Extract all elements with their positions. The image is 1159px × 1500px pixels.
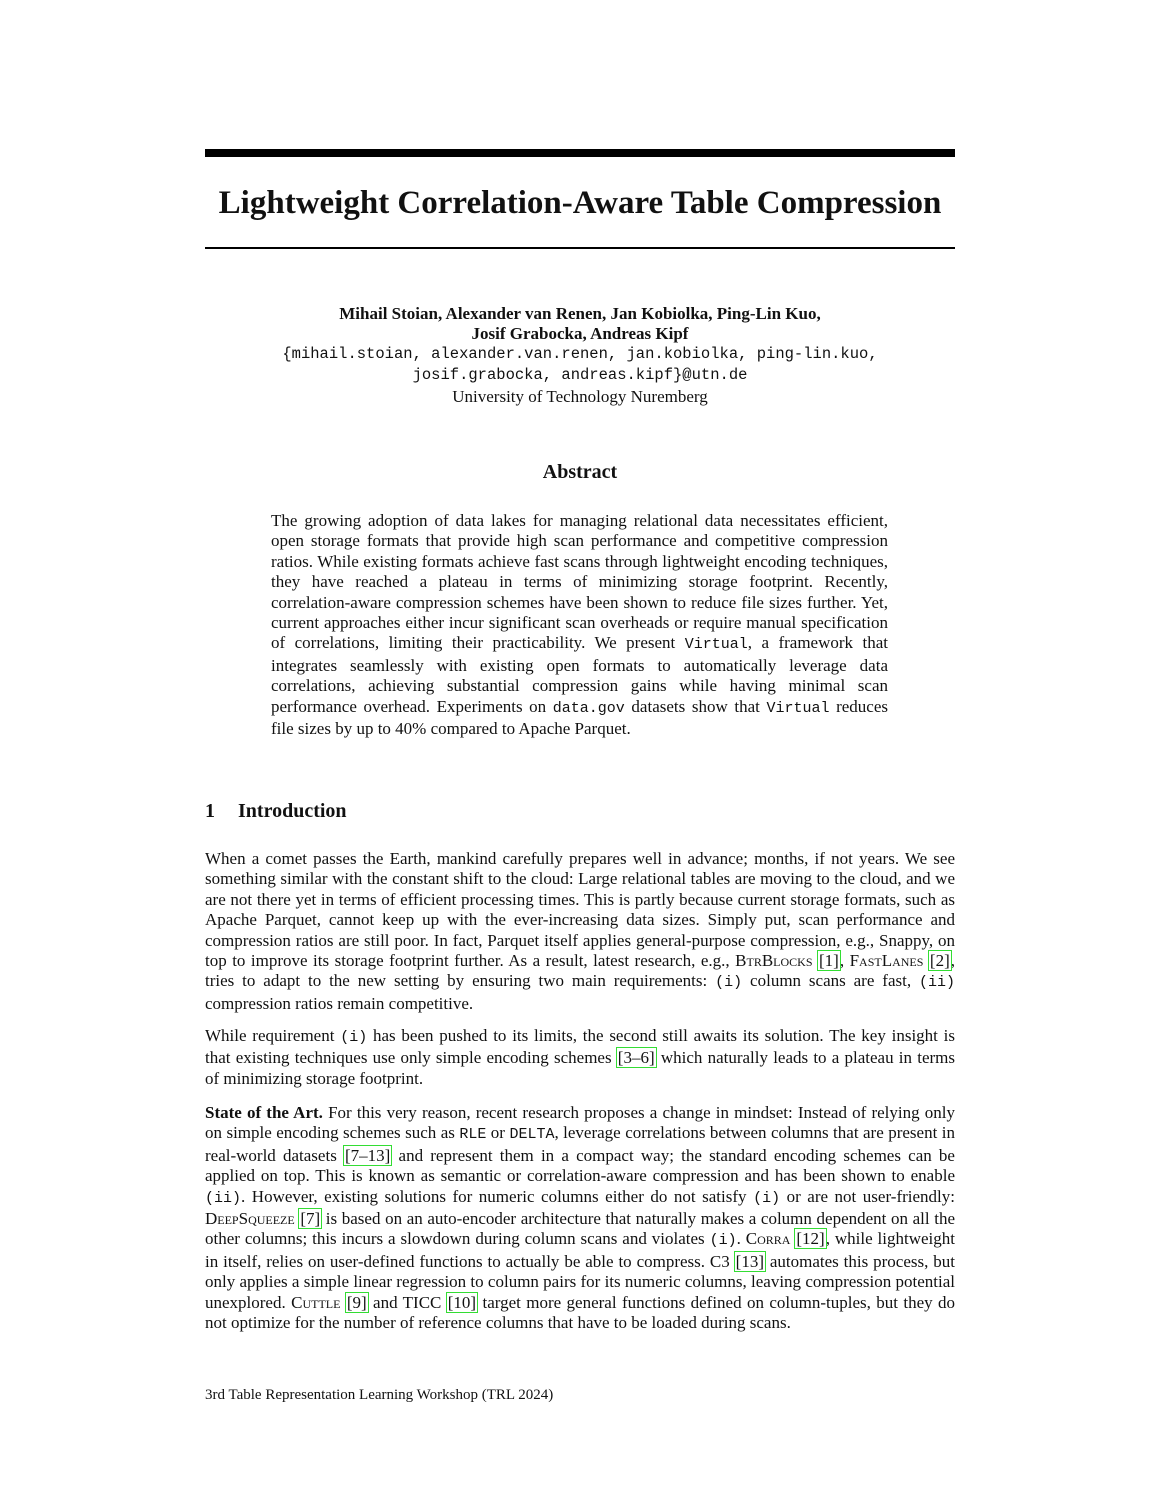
datagov-code: data.gov — [552, 699, 625, 717]
deepsqueeze-name: DeepSqueeze — [205, 1209, 295, 1229]
title-bottom-rule — [205, 247, 955, 249]
section-title: Introduction — [238, 800, 347, 822]
citation-link[interactable]: [1] — [819, 951, 839, 971]
author-names-line-2: Josif Grabocka, Andreas Kipf — [471, 324, 689, 343]
corra-name: Corra — [745, 1229, 791, 1249]
author-names-line-1: Mihail Stoian, Alexander van Renen, Jan Kobiolka, Ping-Lin Kuo, — [339, 304, 821, 323]
intro-paragraph-1: When a comet passes the Earth, mankind carefully prepares well in advance; months, if not years. We see something similar with the constant shift to the cloud: Large relational tables are moving to the cloud, and we are not there yet in terms of efficient processing times. This is partly because current storage formats, such as Apache Parquet, cannot keep up with the ever-increasing data sizes. Simply put, scan performance and compression ratios are still poor. In fact, Parquet itself applies general-purpose compression, e.g., Snappy, on top to improve its storage footprint further. As a result, latest research, e.g., BtrBlocks [1], FastLanes [2], tries to adapt to the new setting by ensuring two main requirements: (i) column scans are fast, (ii) compression ratios remain competitive. — [205, 849, 955, 1013]
abstract-heading: Abstract — [542, 461, 618, 483]
citation-link[interactable]: [7] — [300, 1209, 321, 1229]
cuttle-name: Cuttle — [291, 1292, 341, 1312]
author-emails-line-2: josif.grabocka, andreas.kipf}@utn.de — [412, 366, 748, 384]
author-affiliation: University of Technology Nuremberg — [452, 387, 708, 406]
section-heading-introduction — [205, 800, 955, 823]
citation-link[interactable]: [12] — [796, 1229, 825, 1249]
section-number: 1 — [205, 800, 215, 822]
citation-link[interactable]: [3–6] — [617, 1048, 655, 1068]
citation-link[interactable]: [13] — [735, 1251, 764, 1271]
intro-paragraph-3: State of the Art. For this very reason, recent research proposes a change in mindset: Instead of relying only on simple encoding schemes such as RLE or DELTA, leverage correlations between columns that are present in real-world datasets [7–13] and represent them in a compact way; the standard encoding schemes can be applied on top. This is known as semantic or correlation-aware compression and has been shown to enable (ii). However, existing solutions for numeric columns either do not satisfy (i) or are not user-friendly: DeepSqueeze [7] is based on an auto-encoder architecture that naturally makes a column dependent on all the other columns; this incurs a slowdown during column scans and violates (i). Corra [12], while lightweight in itself, relies on user-defined functions to actually be able to compress. C3 [13] automates this process, but only applies a simple linear regression to column pairs for its numeric columns, leaving compression potential unexplored. Cuttle [9] and TICC [10] target more general functions defined on column-tuples, but they do not optimize for the number of reference columns that have to be loaded during scans. — [205, 1103, 955, 1333]
title-top-rule — [205, 149, 955, 157]
paragraph-lead: State of the Art. — [205, 1103, 323, 1122]
author-block — [205, 304, 955, 407]
citation-link[interactable]: [2] — [929, 951, 950, 971]
citation-link[interactable]: [9] — [346, 1292, 367, 1312]
virtual-code: Virtual — [684, 636, 748, 654]
paper-title: Lightweight Correlation-Aware Table Compression — [218, 185, 942, 221]
btrblocks-name: BtrBlocks — [735, 951, 813, 971]
abstract-text: The growing adoption of data lakes for managing relational data necessitates efficient, open storage formats that provide high scan performance and competitive compression ratios. While existing formats achieve fast scans through lightweight encoding techniques, they have reached a plateau in terms of minimizing storage footprint. Recently, correlation-aware compression schemes have been shown to reduce file sizes further. Yet, current approaches either incur significant scan overheads or require manual specification of correlations, limiting their practicability. We present Virtual, a framework that integrates seamlessly with existing open formats to automatically leverage data correlations, achieving substantial compression gains while having minimal scan performance overhead. Experiments on data.gov datasets show that Virtual reduces file sizes by up to 40% compared to Apache Parquet. — [271, 511, 888, 739]
citation-link[interactable]: [7–13] — [345, 1145, 391, 1165]
intro-paragraph-2: While requirement (i) has been pushed to its limits, the second still awaits its solution. The key insight is that existing techniques use only simple encoding schemes [3–6] which naturally leads to a plateau in terms of minimizing storage footprint. — [205, 1026, 955, 1088]
virtual-code: Virtual — [766, 699, 830, 717]
workshop-footer: 3rd Table Representation Learning Workshop (TRL 2024) — [205, 1387, 554, 1403]
fastlanes-name: FastLanes — [849, 951, 924, 971]
author-emails-line-1: {mihail.stoian, alexander.van.renen, jan.kobiolka, ping-lin.kuo, — [282, 345, 878, 363]
citation-link[interactable]: [10] — [447, 1292, 477, 1312]
